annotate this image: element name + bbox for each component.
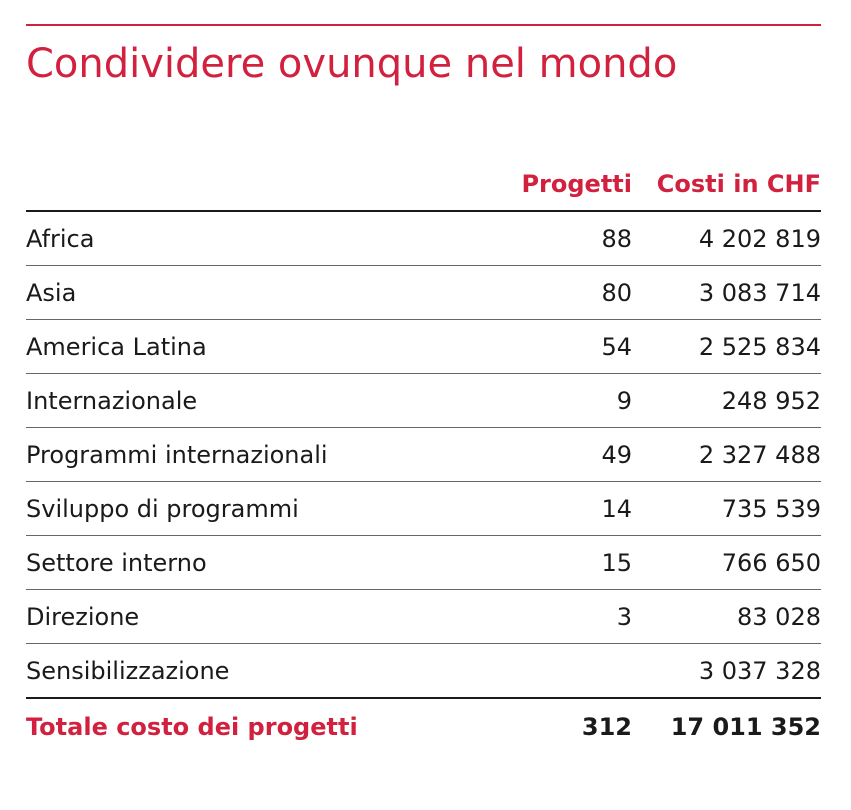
row-costs: 3 037 328 [632,644,821,699]
row-costs: 4 202 819 [632,211,821,266]
header-costs: Costi in CHF [632,158,821,211]
row-projects: 3 [506,590,632,644]
table-row [26,211,821,266]
header-region [26,158,506,211]
data-table [26,158,821,755]
row-label: Internazionale [26,374,506,428]
row-projects: 80 [506,266,632,320]
row-costs: 248 952 [632,374,821,428]
table-row [26,374,821,428]
row-projects: 54 [506,320,632,374]
table-row [26,644,821,699]
row-label: Sviluppo di programmi [26,482,506,536]
table-row [26,428,821,482]
row-projects [506,644,632,699]
row-label: Programmi internazionali [26,428,506,482]
row-costs: 735 539 [632,482,821,536]
row-costs: 3 083 714 [632,266,821,320]
row-costs: 766 650 [632,536,821,590]
total-label: Totale costo dei progetti [26,713,358,741]
row-label: Africa [26,211,506,266]
table-row [26,536,821,590]
row-label: Sensibilizzazione [26,644,506,699]
page-title: Condividere ovunque nel mondo [26,41,678,87]
row-label: America Latina [26,320,506,374]
row-costs: 2 525 834 [632,320,821,374]
row-projects: 14 [506,482,632,536]
table-row [26,590,821,644]
row-costs: 83 028 [632,590,821,644]
total-projects: 312 [581,713,632,741]
row-projects: 9 [506,374,632,428]
table-row [26,482,821,536]
top-rule [26,24,821,26]
row-costs: 2 327 488 [632,428,821,482]
row-label: Settore interno [26,536,506,590]
row-projects: 88 [506,211,632,266]
row-label: Asia [26,266,506,320]
total-row [26,698,821,755]
total-costs: 17 011 352 [670,713,821,741]
table-row [26,266,821,320]
table-row [26,320,821,374]
row-projects: 15 [506,536,632,590]
header-projects: Progetti [506,158,632,211]
table-header-row [26,158,821,211]
row-projects: 49 [506,428,632,482]
table-body [26,211,821,698]
row-label: Direzione [26,590,506,644]
